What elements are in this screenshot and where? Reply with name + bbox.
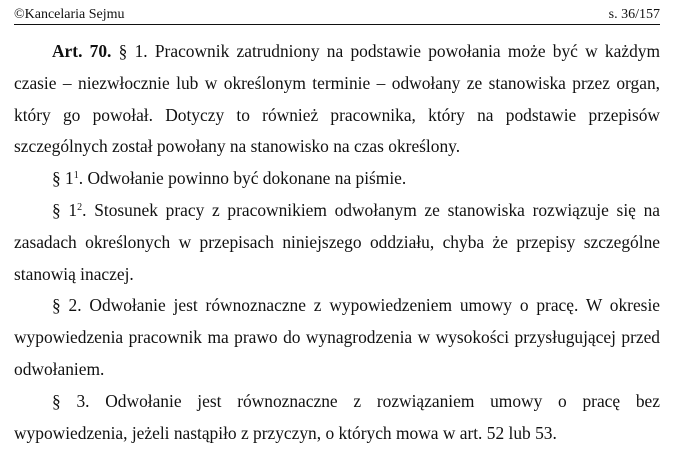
paragraph-mark: § 2. bbox=[52, 295, 82, 316]
paragraph-mark: § 1 bbox=[52, 168, 74, 189]
paragraph-mark-suffix: . bbox=[82, 199, 87, 220]
paragraph-text: Pracownik zatrudniony na podstawie powołania może być w każdym czasie – niezwłocznie lub w określonym terminie – odwołany ze stanowiska przez organ, który go powołał. Dotyczy to również pracownika, który na podstawie przepisów szczególnych został powołany na stanowisko na czas określony. bbox=[14, 41, 660, 157]
page-header bbox=[14, 6, 660, 25]
paragraph-text: Odwołanie powinno być dokonane na piśmie. bbox=[87, 168, 407, 189]
article-number: Art. 70. bbox=[52, 41, 112, 61]
paragraph-text: Stosunek pracy z pracownikiem odwołanym ze stanowiska rozwiązuje się na zasadach określonych w przepisach niniejszego oddziału, chyba że przepisy szczególne stanowią inaczej. bbox=[14, 199, 660, 284]
paragraph-mark-superscript: 2 bbox=[77, 201, 83, 213]
article-paragraph-2 bbox=[14, 290, 660, 385]
paragraph-mark: § 1. bbox=[118, 41, 148, 61]
paragraph-text: Odwołanie jest równoznaczne z rozwiązaniem umowy o pracę bez wypowiedzenia, jeżeli nastąpiło z przyczyn, o których mowa w art. 52 lub 53. bbox=[14, 390, 660, 443]
article-paragraph-1-2 bbox=[14, 195, 660, 290]
copyright-label: ©Kancelaria Sejmu bbox=[14, 7, 125, 22]
page-number: s. 36/157 bbox=[608, 7, 660, 22]
paragraph-mark: § 1 bbox=[52, 199, 78, 220]
paragraph-mark: § 3. bbox=[52, 390, 90, 411]
paragraph-mark-suffix: . bbox=[78, 168, 84, 189]
article-paragraph-1 bbox=[14, 36, 660, 163]
article-body bbox=[14, 36, 660, 449]
article-paragraph-1-1 bbox=[14, 163, 660, 195]
article-paragraph-3 bbox=[14, 386, 660, 450]
paragraph-mark-superscript: 1 bbox=[73, 170, 79, 182]
paragraph-text: Odwołanie jest równoznaczne z wypowiedzeniem umowy o pracę. W okresie wypowiedzenia pracownik ma prawo do wynagrodzenia w wysokości przysługującej przed odwołaniem. bbox=[14, 295, 661, 379]
